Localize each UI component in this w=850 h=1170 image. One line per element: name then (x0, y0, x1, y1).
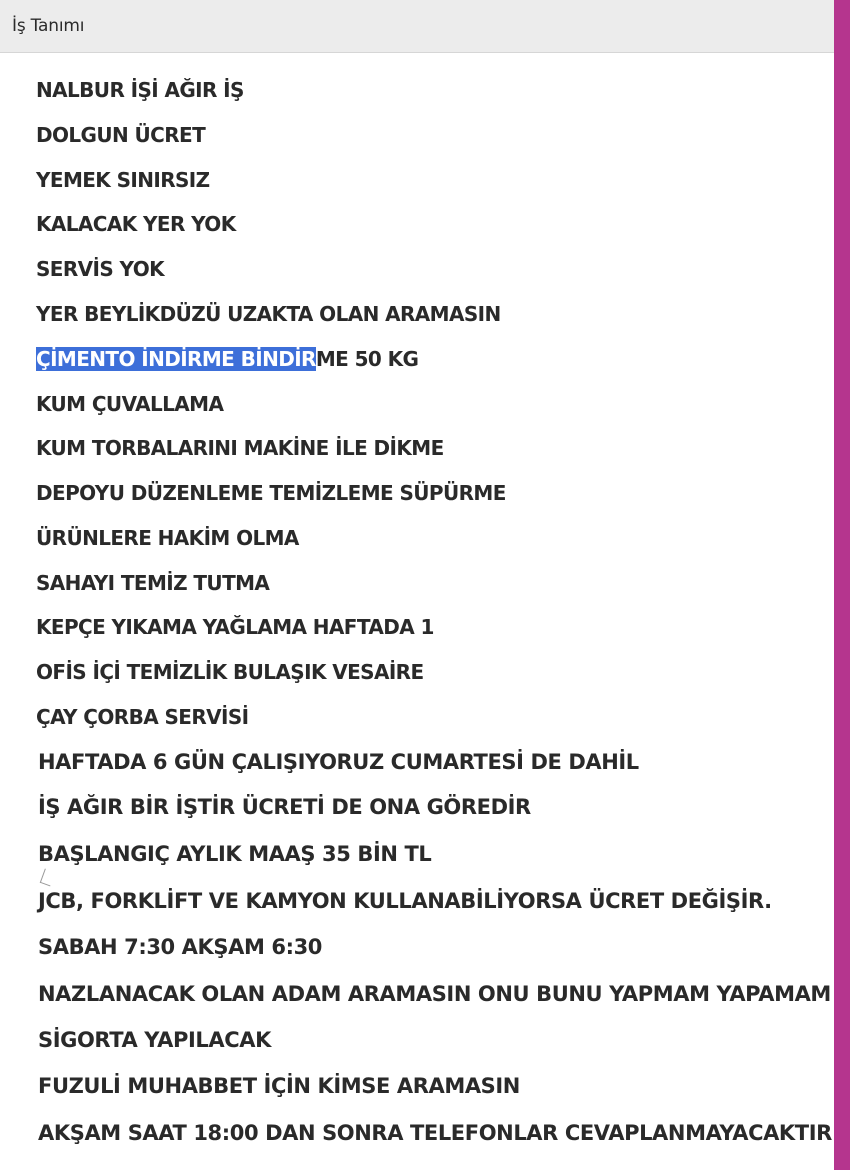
text-line: AKŞAM SAAT 18:00 DAN SONRA TELEFONLAR CEVAPLANMAYACAKTIR (38, 1121, 832, 1145)
text-line: OFİS İÇİ TEMİZLİK BULAŞIK VESAİRE (36, 660, 424, 684)
accent-side-bar (834, 0, 850, 1170)
section-header (0, 0, 834, 53)
text-line: JCB, FORKLİFT VE KAMYON KULLANABİLİYORSA ÜCRET DEĞİŞİR. (38, 889, 772, 913)
text-line: BAŞLANGIÇ AYLIK MAAŞ 35 BİN TL (38, 842, 432, 866)
text-line-selected (36, 347, 418, 371)
text-line: DEPOYU DÜZENLEME TEMİZLEME SÜPÜRME (36, 481, 506, 505)
text-line: KUM TORBALARINI MAKİNE İLE DİKME (36, 436, 444, 460)
text-line: SAHAYI TEMİZ TUTMA (36, 571, 270, 595)
text-line: YEMEK SINIRSIZ (36, 168, 210, 192)
text-line: KEPÇE YIKAMA YAĞLAMA HAFTADA 1 (36, 615, 434, 639)
text-line: KUM ÇUVALLAMA (36, 392, 224, 416)
text-line: NALBUR İŞİ AĞIR İŞ (36, 78, 244, 102)
text-line: YER BEYLİKDÜZÜ UZAKTA OLAN ARAMASIN (36, 302, 501, 326)
text-line: HAFTADA 6 GÜN ÇALIŞIYORUZ CUMARTESİ DE DAHİL (38, 750, 639, 774)
text-line: SİGORTA YAPILACAK (38, 1028, 271, 1052)
text-line: SERVİS YOK (36, 257, 165, 281)
text-after-selection: ME 50 KG (315, 347, 419, 371)
text-line: NAZLANACAK OLAN ADAM ARAMASIN ONU BUNU YAPMAM YAPAMAM (38, 982, 831, 1006)
text-line: SABAH 7:30 AKŞAM 6:30 (38, 935, 323, 959)
text-line: İŞ AĞIR BİR İŞTİR ÜCRETİ DE ONA GÖREDİR (38, 795, 531, 819)
text-line: KALACAK YER YOK (36, 212, 236, 236)
text-line: FUZULİ MUHABBET İÇİN KİMSE ARAMASIN (38, 1074, 520, 1098)
text-selection-highlight[interactable]: ÇİMENTO İNDİRME BİNDİR (36, 347, 316, 371)
text-line: DOLGUN ÜCRET (36, 123, 206, 147)
job-description-text-area[interactable] (0, 53, 834, 1170)
text-line: ÇAY ÇORBA SERVİSİ (36, 705, 249, 729)
text-line: ÜRÜNLERE HAKİM OLMA (36, 526, 299, 550)
section-title: İş Tanımı (12, 16, 85, 36)
